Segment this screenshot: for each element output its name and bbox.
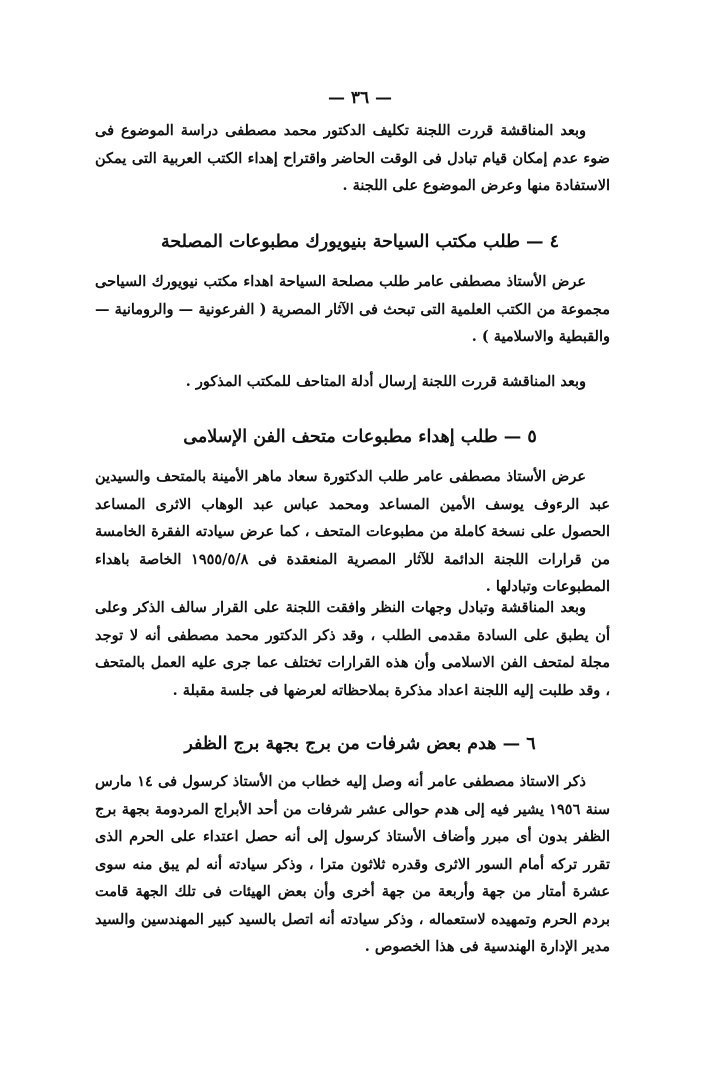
section-4-paragraph	[95, 268, 610, 351]
section-4-decision-text: وبعد المناقشة قررت اللجنة إرسال أدلة المتاحف للمكتب المذكور .	[185, 373, 586, 390]
section-6-text: ذكر الاستاذ مصطفى عامر أنه وصل إليه خطاب من الأستاذ كرسول فى ١٤ مارس سنة ١٩٥٦ يشير فيه إلى هدم حوالى عشر شرفات من أحد الأبراج المردومة بجهة برج الظفر بدون أى مبرر وأضاف الأستاذ كرسول إلى أنه حصل اعتداء على الحرم الذى تقرر تركه أمام السور الاثرى وقدره ثلاثون مترا ، وذكر سيادته أنه لم يبق منه سوى عشرة أمتار من جهة وأربعة من جهة أخرى وأن بعض الهيئات فى تلك الجهة قامت بردم الحرم وتمهيده لاستعماله ، وذكر سيادته أنه اتصل بالسيد كبير المهندسين والسيد مدير الإدارة الهندسية فى هذا الخصوص .	[95, 773, 610, 955]
page-number: — ٣٦ —	[327, 88, 393, 108]
section-6-heading: ٦ — هدم بعض شرفات من برج بجهة برج الظفر	[184, 734, 536, 754]
intro-paragraph	[95, 117, 610, 200]
section-6-paragraph	[95, 768, 610, 961]
section-5-heading: ٥ — طلب إهداء مطبوعات متحف الفن الإسلامى	[183, 427, 537, 447]
section-5-decision-text: وبعد المناقشة وتبادل وجهات النظر وافقت اللجنة على القرار سالف الذكر وعلى أن يطبق على السادة مقدمى الطلب ، وقد ذكر الدكتور محمد مصطفى أنه لا توجد مجلة لمتحف الفن الاسلامى وأن هذه القرارات تختلف عما جرى عليه العمل بالمتحف ، وقد طلبت إليه اللجنة اعداد مذكرة بملاحظاته لعرضها فى جلسة مقبلة .	[95, 599, 610, 699]
section-4-text: عرض الأستاذ مصطفى عامر طلب مصلحة السياحة اهداء مكتب نيويورك السياحى مجموعة من الكتب العلمية التى تبحث فى الآثار المصرية ( الفرعونية — والرومانية — والقبطية والاسلامية ) .	[95, 273, 610, 345]
section-5-paragraph	[95, 463, 610, 601]
section-4-decision	[95, 368, 610, 396]
intro-text: وبعد المناقشة قررت اللجنة تكليف الدكتور محمد مصطفى دراسة الموضوع فى ضوء عدم إمكان قيام تبادل فى الوقت الحاضر واقتراح إهداء الكتب العربية التى يمكن الاستفادة منها وعرض الموضوع على اللجنة .	[95, 122, 610, 194]
section-5-decision	[95, 594, 610, 704]
section-5-text: عرض الأستاذ مصطفى عامر طلب الدكتورة سعاد ماهر الأمينة بالمتحف والسيدين عبد الرءوف يوسف الأمين المساعد ومحمد عباس عبد الوهاب الاثرى المساعد الحصول على نسخة كاملة من مطبوعات المتحف ، كما عرض سيادته الفقرة الخامسة من قرارات اللجنة الدائمة للآثار المصرية المنعقدة فى ١٩٥٥/٥/٨ الخاصة باهداء المطبوعات وتبادلها .	[95, 468, 610, 595]
section-4-heading: ٤ — طلب مكتب السياحة بنيويورك مطبوعات المصلحة	[160, 232, 560, 252]
